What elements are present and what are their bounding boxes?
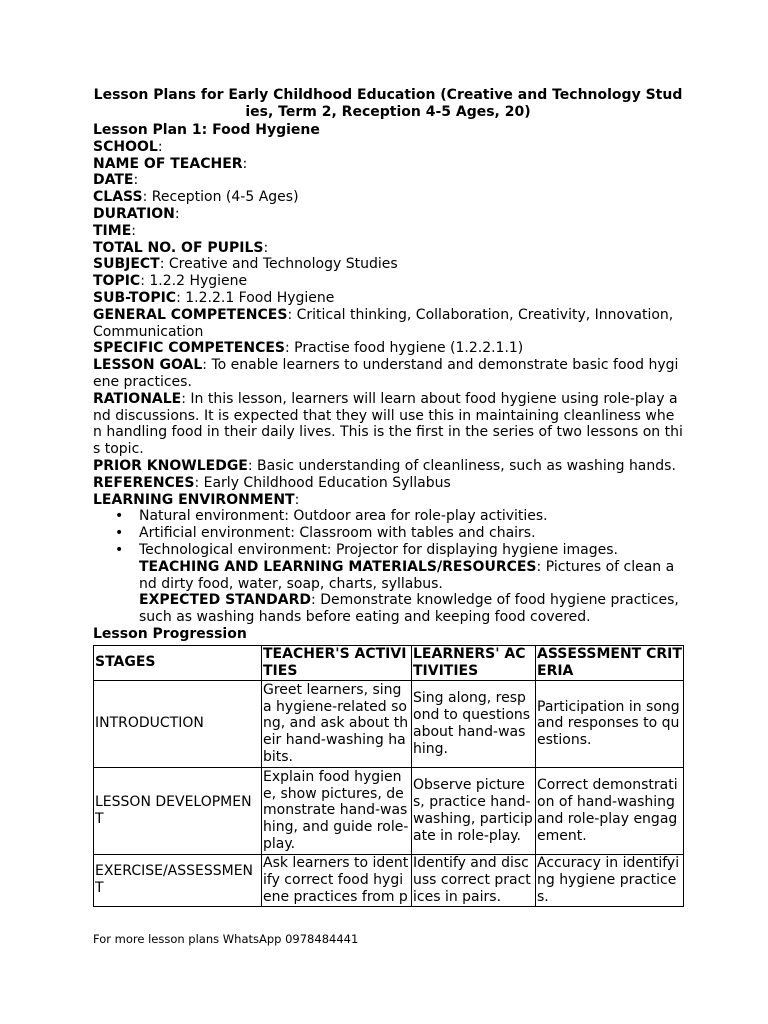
document-page <box>93 86 683 907</box>
field-sub-topic: SUB-TOPIC: 1.2.2.1 Food Hygiene <box>93 289 335 306</box>
table-cell: Participation in song and responses to questions. <box>536 680 684 767</box>
document-title: Lesson Plans for Early Childhood Education (Creative and Technology Studies, Term 2, Reception 4-5 Ages, 20) <box>93 87 683 120</box>
field-school: SCHOOL: <box>93 138 163 155</box>
header-assessment-criteria: ASSESSMENT CRITERIA <box>537 645 682 679</box>
table-row <box>94 680 684 767</box>
table-cell: Sing along, respond to questions about hand-washing. <box>412 680 536 767</box>
list-item: • Artificial environment: Classroom with tables and chairs. <box>139 525 683 542</box>
field-subject: SUBJECT: Creative and Technology Studies <box>93 256 398 273</box>
environment-list <box>93 508 683 626</box>
header-stages: STAGES <box>94 645 262 680</box>
field-time: TIME: <box>93 222 136 239</box>
table-row <box>94 767 684 854</box>
field-materials: TEACHING AND LEARNING MATERIALS/RESOURCES: Pictures of clean and dirty food, water, soap, charts, syllabus. <box>139 558 675 592</box>
field-total-pupils: TOTAL NO. OF PUPILS: <box>93 239 269 256</box>
table-header-row <box>94 645 684 680</box>
table-cell: INTRODUCTION <box>94 680 262 767</box>
table-cell: Ask learners to identify correct food hygiene practices from p <box>262 854 412 906</box>
table-cell: Observe pictures, practice hand-washing, participate in role-play. <box>412 767 536 854</box>
field-rationale: RATIONALE: In this lesson, learners will learn about food hygiene using role-play and discussions. It is expected that they will use this in maintaining cleanliness when handling food in their daily lives. This is the first in the series of two lessons on this topic. <box>93 390 683 458</box>
lesson-plan-heading: Lesson Plan 1: Food Hygiene <box>93 122 320 138</box>
table-cell: Accuracy in identifying hygiene practices. <box>536 854 684 906</box>
lesson-progression-table <box>93 645 684 907</box>
field-class: CLASS: Reception (4-5 Ages) <box>93 189 299 206</box>
field-date: DATE: <box>93 172 139 189</box>
field-topic: TOPIC: 1.2.2 Hygiene <box>93 273 248 290</box>
table-row <box>94 854 684 906</box>
table-cell: Explain food hygiene, show pictures, demonstrate hand-washing, and guide role-play. <box>262 767 412 854</box>
table-cell: EXERCISE/ASSESSMENT <box>94 854 262 906</box>
field-specific-competences: SPECIFIC COMPETENCES: Practise food hygiene (1.2.2.1.1) <box>93 340 524 357</box>
field-references: REFERENCES: Early Childhood Education Syllabus <box>93 474 451 491</box>
footer-note: For more lesson plans WhatsApp 0978484441 <box>93 932 359 946</box>
field-name-of-teacher: NAME OF TEACHER: <box>93 155 248 172</box>
list-item: • Natural environment: Outdoor area for role-play activities. <box>139 508 683 525</box>
field-general-competences: GENERAL COMPETENCES: Critical thinking, Collaboration, Creativity, Innovation, Communication <box>93 306 674 340</box>
field-expected-standard: EXPECTED STANDARD: Demonstrate knowledge of food hygiene practices, such as washing hands before eating and keeping food covered. <box>139 592 679 626</box>
header-learner-activities: LEARNERS' ACTIVITIES <box>412 645 536 680</box>
field-prior-knowledge: PRIOR KNOWLEDGE: Basic understanding of cleanliness, such as washing hands. <box>93 457 676 474</box>
list-item: • Technological environment: Projector for displaying hygiene images. <box>139 542 683 559</box>
table-cell: Identify and discuss correct practices in pairs. <box>412 854 536 906</box>
field-learning-environment: LEARNING ENVIRONMENT: <box>93 491 300 508</box>
header-teacher-activities: TEACHER'S ACTIVITIES <box>262 645 412 680</box>
progression-heading: Lesson Progression <box>93 625 247 642</box>
table-cell: LESSON DEVELOPMENT <box>94 767 262 854</box>
table-cell: Greet learners, sing a hygiene-related song, and ask about their hand-washing habits. <box>262 680 412 767</box>
table-cell: Correct demonstration of hand-washing and role-play engagement. <box>536 767 684 854</box>
field-lesson-goal: LESSON GOAL: To enable learners to understand and demonstrate basic food hygiene practices. <box>93 357 679 390</box>
field-duration: DURATION: <box>93 205 180 222</box>
